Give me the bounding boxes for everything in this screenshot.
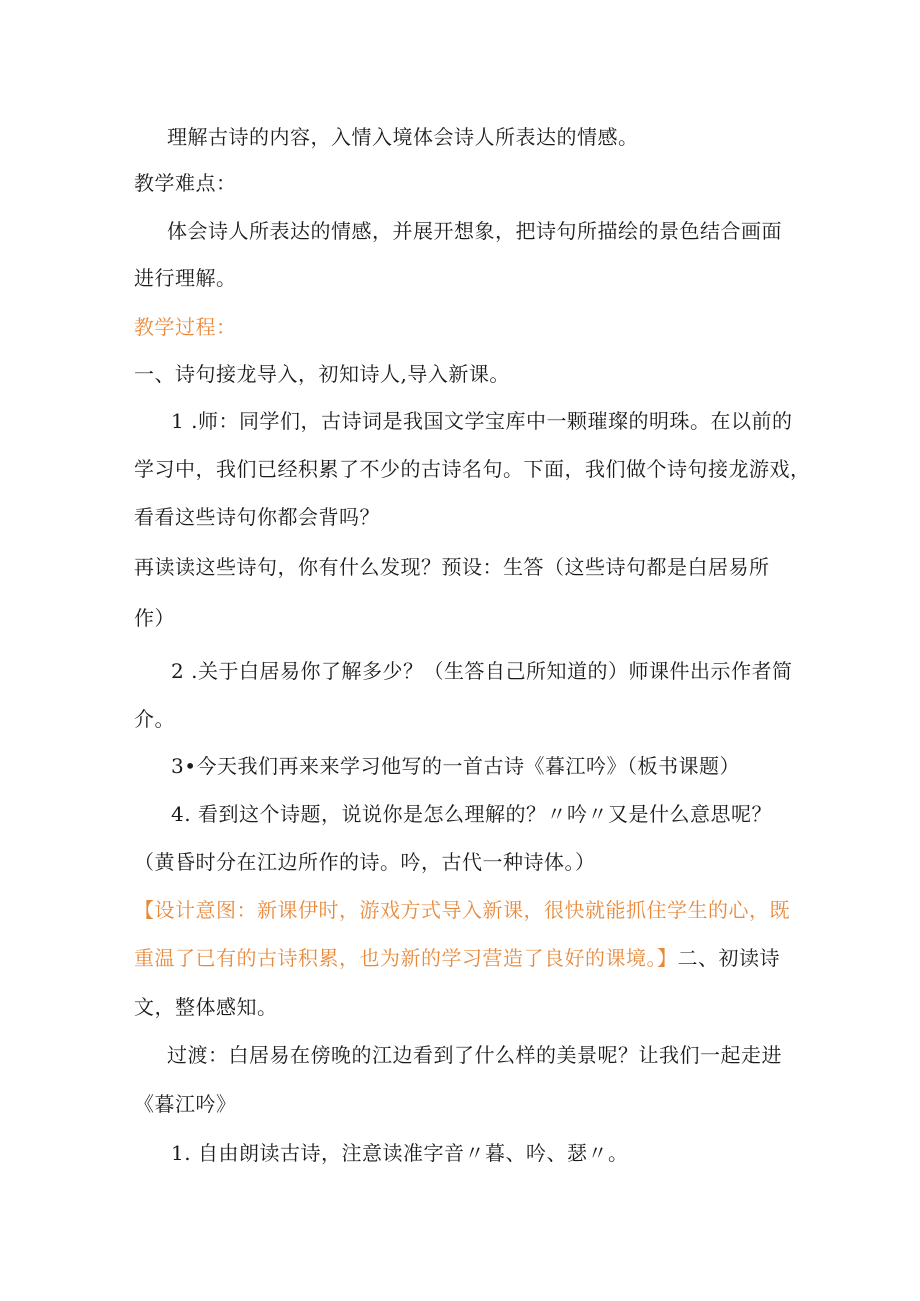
reread-line-2: 作）	[134, 606, 175, 630]
step-1-line-1: 1 .师：同学们，古诗词是我国文学宝库中一颗璀璨的明珠。在以前的	[171, 409, 793, 433]
step-3-line: 3•今天我们再来来学习他写的一首古诗《暮江吟》（板书课题）	[171, 754, 741, 778]
step-1-line-2: 学习中，我们已经积累了不少的古诗名句。下面，我们做个诗句接龙游戏，	[134, 457, 811, 481]
transition-line-1: 过渡：白居易在傍晚的江边看到了什么样的美景呢？让我们一起走进	[167, 1043, 782, 1067]
step-2-line-1: 2 .关于白居易你了解多少？（生答自己所知道的）师课件出示作者简	[171, 659, 793, 683]
step-4-explanation: （黄昏时分在江边所作的诗。吟，古代一种诗体。）	[134, 850, 596, 874]
section-heading-two-start: 二、初读诗	[677, 946, 780, 970]
heading-difficulty: 教学难点：	[134, 171, 237, 195]
design-intent-tail: 重温了已有的古诗积累，也为新的学习营造了良好的课境。】	[134, 946, 678, 970]
paragraph-difficulty-line-2: 进行理解。	[134, 266, 237, 290]
design-intent-line-2	[134, 944, 780, 972]
paragraph-focus-text: 理解古诗的内容，入情入境体会诗人所表达的情感。	[167, 125, 639, 149]
design-intent-line-1: 【设计意图：新课伊时，游戏方式导入新课，很快就能抓住学生的心，既	[134, 898, 790, 922]
reread-line-1: 再读读这些诗句，你有什么发现？预设：生答（这些诗句都是白居易所	[134, 555, 770, 579]
section-heading-one: 一、诗句接龙导入，初知诗人,导入新课。	[134, 362, 510, 386]
transition-line-2: 《暮江吟》	[134, 1092, 237, 1116]
heading-process: 教学过程：	[134, 315, 237, 339]
step-read-aloud: 1. 自由朗读古诗，注意读准字音〃暮、吟、瑟〃。	[171, 1141, 629, 1165]
paragraph-difficulty-line-1: 体会诗人所表达的情感，并展开想象，把诗句所描绘的景色结合画面	[167, 219, 782, 243]
step-4-line: 4. 看到这个诗题，说说你是怎么理解的？〃吟〃又是什么意思呢？	[171, 802, 772, 826]
step-2-line-2: 介。	[134, 707, 175, 731]
step-1-line-3: 看看这些诗句你都会背吗？	[134, 505, 380, 529]
section-heading-two-end: 文，整体感知。	[134, 995, 278, 1019]
